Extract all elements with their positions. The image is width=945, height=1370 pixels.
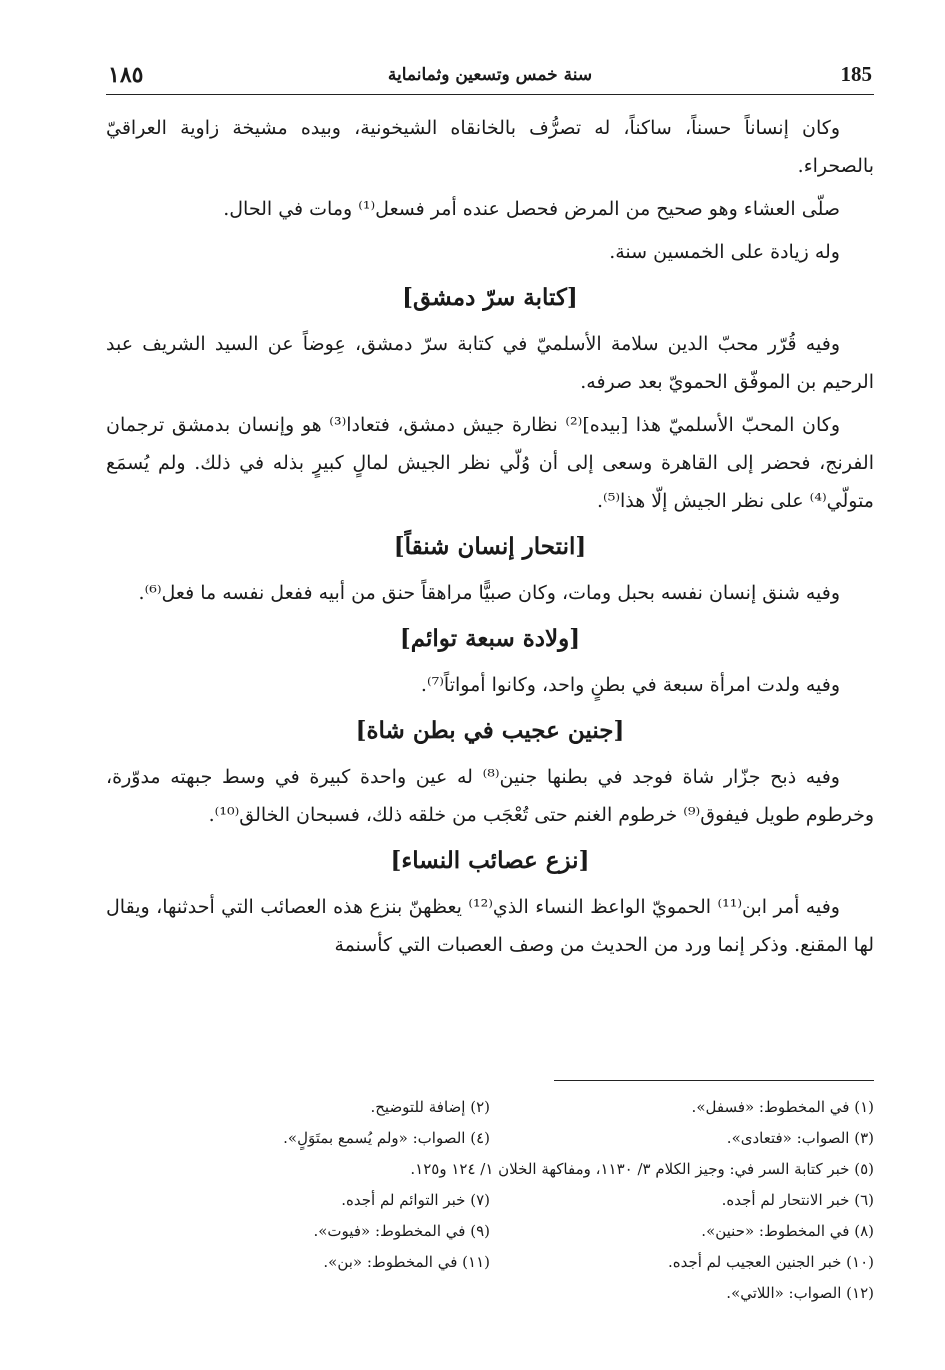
footnote: (٦) خبر الانتحار لم أجده. (721, 1191, 874, 1209)
footnote: (٥) خبر كتابة السر في: وجيز الكلام ٣/ ١١٣٠، ومفاكهة الخلان ١/ ١٢٤ و١٢٥. (410, 1160, 874, 1178)
footnote: (٧) خبر التوائم لم أجده. (341, 1191, 490, 1209)
paragraph: وكان إنساناً حسناً، ساكناً، له تصرُّف بالخانقاه الشيخونية، وبيده مشيخة زاوية العراقيّ بالصحراء. (106, 117, 874, 177)
paragraph: وفيه أمر ابن⁽¹¹⁾ الحمويّ الواعظ النساء الذي⁽¹²⁾ يعظهنّ بنزع هذه العصائب التي أحدثنها، ويقال لها المقنع. وذكر إنما ورد من الحديث من وصف العصبات التي كأسنمة (106, 896, 874, 956)
paragraph: وفيه قُرّر محبّ الدين سلامة الأسلميّ في كتابة سرّ دمشق، عِوضاً عن السيد الشريف عبد الرحيم بن الموفّق الحمويّ بعد صرفه. (106, 333, 874, 393)
footnote-row (106, 1278, 874, 1309)
section-heading: [ولادة سبعة توائم] (399, 625, 581, 652)
footnote: (٣) الصواب: «فتعادى». (726, 1129, 874, 1147)
paragraph: وله زيادة على الخمسين سنة. (609, 241, 840, 263)
footnote: (٢) إضافة للتوضيح. (370, 1098, 490, 1116)
footnote-divider (554, 1080, 874, 1081)
section-heading: [جنين عجيب في بطن شاة] (355, 717, 625, 744)
paragraph: وفيه ذبح جزّار شاة فوجد في بطنها جنين⁽⁸⁾ له عين واحدة كبيرة في وسط جبهته مدوّرة، وخرطوم طويل فيفوق⁽⁹⁾ خرطوم الغنم حتى تُعْجَب من خلقه ذلك، فسبحان الخالق⁽¹⁰⁾. (106, 766, 874, 826)
footnote: (١) في المخطوط: «فسفل». (691, 1098, 874, 1116)
footnote: (١٢) الصواب: «اللاتي». (726, 1284, 874, 1302)
section-heading: [انتحار إنسان شنقاً] (393, 533, 587, 560)
footnote-row (106, 1154, 874, 1185)
page-number-latin: 185 (840, 62, 872, 86)
footnote-row (106, 1092, 874, 1123)
paragraph: وفيه ولدت امرأة سبعة في بطنٍ واحد، وكانوا أمواتاً⁽⁷⁾. (420, 674, 840, 696)
paragraph: وكان المحبّ الأسلميّ هذا [بيده]⁽²⁾ نظارة جيش دمشق، فتعادا⁽³⁾ هو وإنسان بدمشق ترجمان الفرنج، فحضر إلى القاهرة وسعى إلى أن وُلّي نظر الجيش لمالٍ كبيرٍ بذله في ذلك. ولم يُسمَع متولّي⁽⁴⁾ على نظر الجيش إلّا هذا⁽⁵⁾. (106, 414, 874, 512)
paragraph: وفيه شنق إنسان نفسه بحبل ومات، وكان صبيًّا مراهقاً حنق من أبيه ففعل نفسه ما فعل⁽⁶⁾. (138, 582, 840, 604)
book-page (106, 58, 874, 1348)
section-heading: [كتابة سرّ دمشق] (402, 284, 578, 311)
footnote-row (106, 1185, 874, 1216)
footnotes (106, 1092, 874, 1309)
footnote: (٩) في المخطوط: «فيوت». (313, 1222, 490, 1240)
footnote: (١٠) خبر الجنين العجيب لم أجده. (667, 1253, 874, 1271)
section-heading: [نزع عصائب النساء] (390, 847, 590, 874)
page-number-arabic: ١٨٥ (108, 62, 144, 88)
footnote-row (106, 1123, 874, 1154)
footnote-row (106, 1216, 874, 1247)
paragraph: صلّى العشاء وهو صحيح من المرض فحصل عنده أمر فسعل⁽¹⁾ ومات في الحال. (223, 198, 840, 220)
page-header (106, 58, 874, 95)
footnote: (٤) الصواب: «ولم يُسمع بمتَوَلٍ». (283, 1129, 490, 1147)
footnote-row (106, 1247, 874, 1278)
footnote: (١١) في المخطوط: «بن». (323, 1253, 490, 1271)
running-title: سنة خمس وتسعين وثمانماية (387, 65, 593, 85)
main-text (106, 109, 874, 964)
footnote: (٨) في المخطوط: «حنين». (701, 1222, 874, 1240)
